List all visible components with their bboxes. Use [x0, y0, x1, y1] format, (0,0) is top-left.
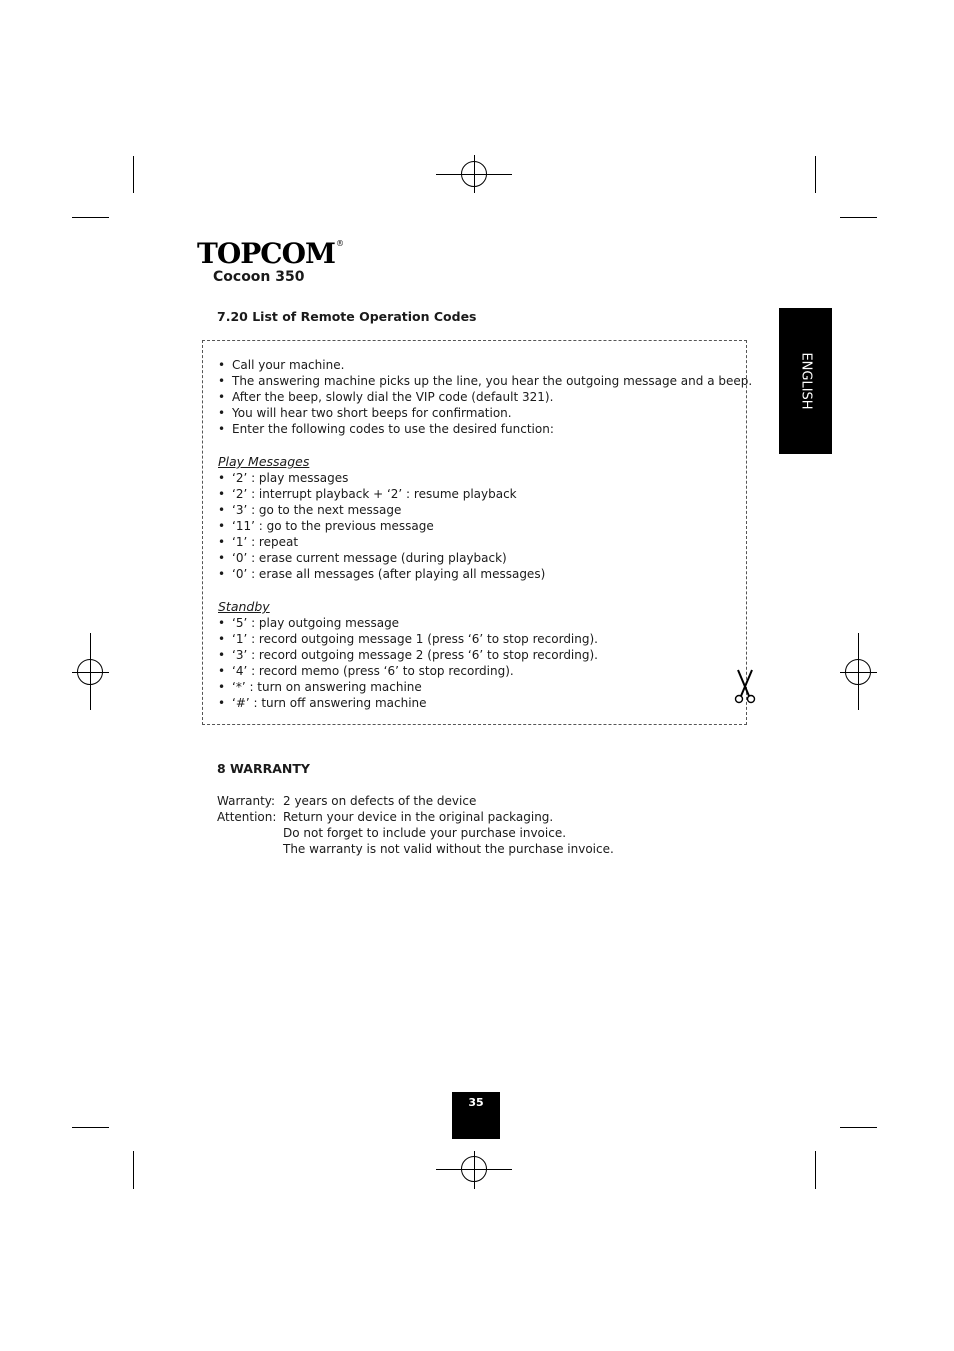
list-item: • ‘0’ : erase all messages (after playing all messages) [218, 566, 738, 582]
list-item: • ‘5’ : play outgoing message [218, 615, 738, 631]
list-item: • ‘11’ : go to the previous message [218, 518, 738, 534]
warranty-value: 2 years on defects of the device [283, 794, 477, 808]
model-name: Cocoon 350 [213, 269, 305, 285]
list-item: • You will hear two short beeps for confirmation. [218, 405, 738, 421]
page-number: 35 [452, 1092, 500, 1139]
list-item: • Call your machine. [218, 357, 738, 373]
scissors-icon [733, 668, 757, 704]
list-item: • ‘2’ : play messages [218, 470, 738, 486]
list-item: • ‘4’ : record memo (press ‘6’ to stop recording). [218, 663, 738, 679]
subheading-play-messages: Play Messages [218, 454, 310, 469]
list-item: • Enter the following codes to use the desired function: [218, 421, 738, 437]
list-item: • ‘3’ : record outgoing message 2 (press ‘6’ to stop recording). [218, 647, 738, 663]
attention-line: Do not forget to include your purchase invoice. [283, 826, 567, 840]
attention-line: Return your device in the original packaging. [283, 810, 554, 824]
list-item: • ‘#’ : turn off answering machine [218, 695, 738, 711]
attention-line: The warranty is not valid without the purchase invoice. [283, 842, 614, 856]
section-title-warranty: 8 WARRANTY [217, 761, 310, 776]
brand-name: TOPCOM [197, 237, 335, 270]
list-item: • ‘2’ : interrupt playback + ‘2’ : resume playback [218, 486, 738, 502]
section-title-remote-codes: 7.20 List of Remote Operation Codes [217, 309, 477, 324]
registered-mark: ® [335, 239, 343, 248]
list-item: • ‘3’ : go to the next message [218, 502, 738, 518]
play-messages-list [218, 470, 738, 582]
language-tab-label: ENGLISH [798, 352, 813, 410]
list-item: • ‘1’ : repeat [218, 534, 738, 550]
brand-logo [197, 237, 343, 270]
warranty-details [217, 793, 614, 857]
warranty-label: Warranty: [217, 794, 276, 808]
attention-label: Attention: [217, 810, 277, 824]
intro-list [218, 357, 753, 437]
subheading-standby: Standby [218, 599, 270, 614]
list-item: • ‘0’ : erase current message (during playback) [218, 550, 738, 566]
standby-list [218, 615, 738, 711]
remote-codes-cutout-box [202, 340, 753, 725]
list-item: • The answering machine picks up the line, you hear the outgoing message and a beep. [218, 373, 738, 389]
language-tab [779, 308, 832, 454]
list-item: • ‘*’ : turn on answering machine [218, 679, 738, 695]
list-item: • ‘1’ : record outgoing message 1 (press ‘6’ to stop recording). [218, 631, 738, 647]
list-item: • After the beep, slowly dial the VIP code (default 321). [218, 389, 738, 405]
